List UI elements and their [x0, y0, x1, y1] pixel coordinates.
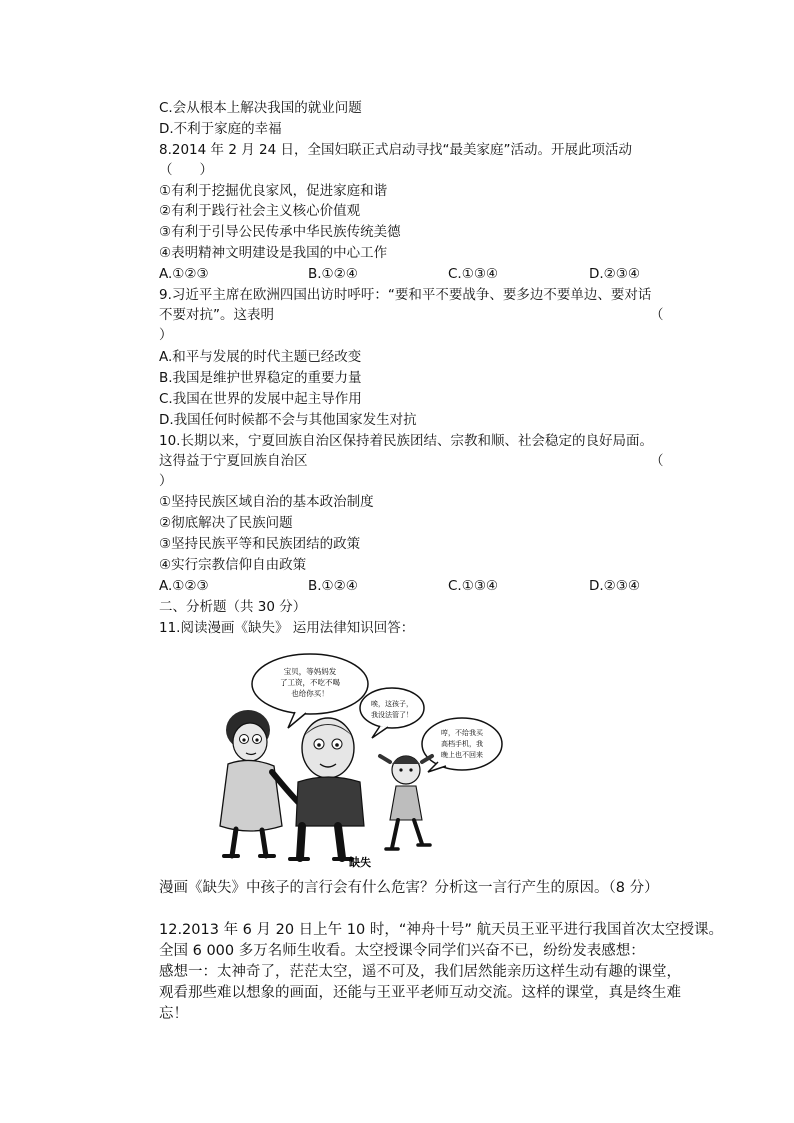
speech-bubble-child	[422, 718, 502, 772]
bubble-father-line2: 我没法管了！	[371, 711, 413, 719]
bubble-mother-line2: 了工资，不吃不喝	[280, 678, 340, 687]
q12-line-4: 观看那些难以想象的画面，还能与王亚平老师互动交流。这样的课堂，真是终生难	[159, 985, 681, 1001]
q10-stem-line1: 10.长期以来，宁夏回族自治区保持着民族团结、宗教和顺、社会稳定的良好局面。	[159, 433, 653, 449]
q8-item-3: ③有利于引导公民传承中华民族传统美德	[159, 224, 401, 240]
q9-paren-open: （	[650, 307, 664, 323]
q10-choice-c: C.①③④	[448, 578, 499, 594]
q10-item-2: ②彻底解决了民族问题	[159, 515, 293, 531]
q7-option-d: D.不利于家庭的幸福	[159, 121, 282, 137]
cartoon-caption: 缺失	[349, 856, 371, 869]
q8-choice-c: C.①③④	[448, 266, 499, 282]
q10-paren-close: ）	[159, 473, 173, 489]
mother-figure	[220, 710, 300, 856]
q9-option-a: A.和平与发展的时代主题已经改变	[159, 349, 362, 365]
q9-option-d: D.我国任何时候都不会与其他国家发生对抗	[159, 412, 417, 428]
q12-line-2: 全国 6 000 多万名师生收看。太空授课令同学们兴奋不已，纷纷发表感想：	[159, 943, 645, 959]
q9-stem-line1: 9.习近平主席在欧洲四国出访时呼吁：“要和平不要战争、要多边不要单边、要对话	[159, 287, 652, 303]
bubble-father-line1: 唉，这孩子，	[371, 700, 413, 708]
q10-item-4: ④实行宗教信仰自由政策	[159, 557, 307, 573]
q10-choice-d: D.②③④	[589, 578, 640, 594]
q11-stem: 11.阅读漫画《缺失》 运用法律知识回答：	[159, 620, 415, 636]
q8-blank: （ ）	[159, 162, 213, 178]
q8-stem: 8.2014 年 2 月 24 日，全国妇联正式启动寻找“最美家庭”活动。开展此项活动	[159, 142, 632, 158]
child-figure	[380, 756, 432, 849]
q9-stem-line2: 不要对抗”。这表明	[159, 307, 274, 323]
q9-option-b: B.我国是维护世界稳定的重要力量	[159, 370, 362, 386]
q12-line-5: 忘！	[159, 1006, 188, 1022]
q8-choice-b: B.①②④	[308, 266, 358, 282]
q8-choice-d: D.②③④	[589, 266, 640, 282]
speech-bubble-mother	[252, 654, 368, 728]
q10-stem-line2: 这得益于宁夏回族自治区	[159, 453, 308, 469]
q7-option-c: C.会从根本上解决我国的就业问题	[159, 100, 362, 116]
cartoon-image	[210, 644, 510, 870]
q8-choice-a: A.①②③	[159, 266, 209, 282]
speech-bubble-father	[360, 688, 424, 738]
bubble-child-line2: 高档手机，我	[441, 740, 483, 748]
q12-line-3: 感想一：太神奇了，茫茫太空，遥不可及，我们居然能亲历这样生动有趣的课堂，	[159, 964, 681, 980]
father-figure	[290, 718, 364, 859]
section-title: 二、分析题（共 30 分）	[159, 599, 307, 615]
q8-item-1: ①有利于挖掘优良家风，促进家庭和谐	[159, 183, 388, 199]
q10-item-3: ③坚持民族平等和民族团结的政策	[159, 536, 361, 552]
bubble-mother-line1: 宝贝，等妈妈发	[283, 667, 337, 676]
q12-line-1: 12.2013 年 6 月 20 日上午 10 时，“神舟十号” 航天员王亚平进行我国首次太空授课。	[159, 922, 723, 938]
q8-item-2: ②有利于践行社会主义核心价值观	[159, 203, 361, 219]
q10-choice-a: A.①②③	[159, 578, 209, 594]
q11-question: 漫画《缺失》中孩子的言行会有什么危害？分析这一言行产生的原因。（8 分）	[159, 880, 659, 896]
q9-option-c: C.我国在世界的发展中起主导作用	[159, 391, 362, 407]
q8-item-4: ④表明精神文明建设是我国的中心工作	[159, 245, 388, 261]
q10-paren-open: （	[650, 453, 664, 469]
q9-paren-close: ）	[159, 327, 173, 343]
q10-choice-b: B.①②④	[308, 578, 358, 594]
bubble-child-line3: 晚上也不回来	[441, 751, 483, 759]
bubble-mother-line3: 也给你买！	[291, 689, 329, 698]
q10-item-1: ①坚持民族区域自治的基本政治制度	[159, 494, 374, 510]
bubble-child-line1: 哼，不给我买	[441, 729, 483, 737]
